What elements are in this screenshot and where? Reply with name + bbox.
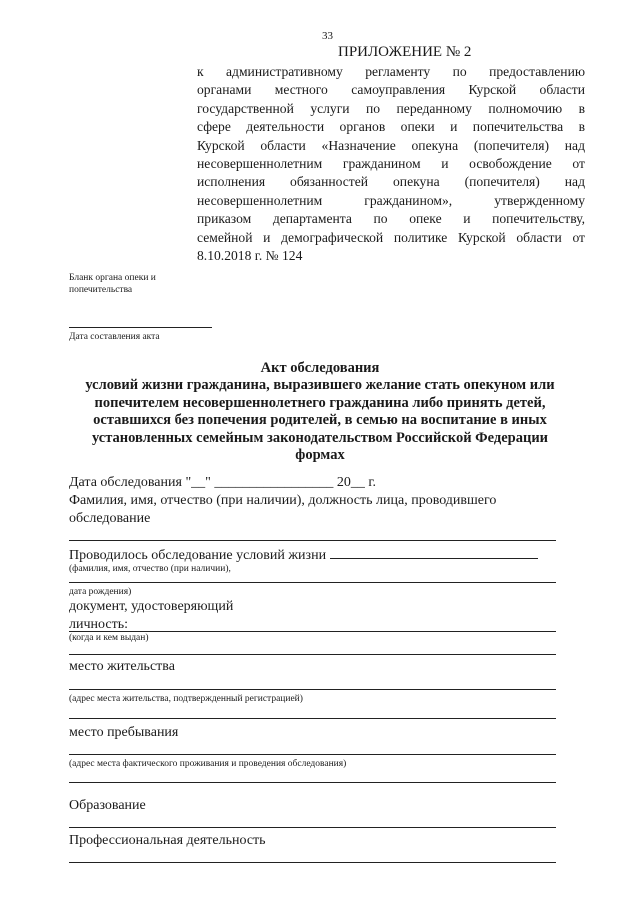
residence-input-line[interactable] — [69, 689, 556, 690]
residence-label: место жительства — [69, 659, 175, 674]
page-number: 33 — [322, 30, 333, 42]
appendix-line: несовершеннолетним гражданином», утвержденному — [197, 192, 585, 208]
stay-label: место пребывания — [69, 725, 179, 740]
date-compiled-label: Дата составления акта — [69, 332, 160, 342]
birth-caption: дата рождения) — [69, 587, 132, 597]
conducted-label-text: Проводилось обследование условий жизни — [69, 548, 327, 563]
residence-caption: (адрес места жительства, подтвержденный регистрацией) — [69, 694, 303, 704]
id-document-input-line[interactable] — [69, 631, 556, 632]
id-document-label: документ, удостоверяющий — [69, 599, 234, 614]
act-subtitle-line: условий жизни гражданина, выразившего желание стать опекуном или — [85, 377, 555, 393]
conducted-label — [69, 546, 538, 564]
act-subtitle-line: оставшихся без попечения родителей, в семью на воспитание в иных — [93, 412, 547, 428]
blank-label-line: Бланк органа опеки и — [69, 273, 156, 283]
act-title: Акт обследования — [260, 360, 380, 376]
id-document-caption: (когда и кем выдан) — [69, 633, 149, 643]
conducted-input-line[interactable] — [330, 546, 538, 559]
act-subtitle-line: попечителем несовершеннолетнего гражданина либо принять детей, — [94, 394, 546, 411]
act-subtitle-line: формах — [295, 447, 345, 463]
stay-input-line[interactable] — [69, 754, 556, 755]
appendix-text — [197, 63, 585, 265]
profession-input-line[interactable] — [69, 862, 556, 863]
stay-input-line-2[interactable] — [69, 782, 556, 783]
residence-input-line-2[interactable] — [69, 718, 556, 719]
appendix-line: сфере деятельности органов опеки и попечительства в — [197, 119, 585, 135]
appendix-line: исполнения обязанностей опекуна (попечителя) над — [197, 174, 585, 190]
act-subtitle — [60, 377, 580, 465]
appendix-line: приказом департамента по опеке и попечительству, — [197, 211, 585, 227]
guardianship-blank-label — [69, 272, 156, 296]
conducted-caption: (фамилия, имя, отчество (при наличии), — [69, 564, 231, 574]
id-document-input-line-2[interactable] — [69, 654, 556, 655]
stay-caption: (адрес места фактического проживания и проведения обследования) — [69, 759, 347, 769]
inspector-input-line[interactable] — [69, 540, 556, 541]
id-document-label-cont: личность: — [69, 617, 128, 632]
appendix-line: несовершеннолетним гражданином и освобождение от — [197, 156, 585, 172]
survey-date-field[interactable]: Дата обследования "__" _________________ 20__ г. — [69, 475, 377, 490]
appendix-line: государственной услуги по переданному полномочию в — [197, 100, 585, 116]
appendix-line: семейной и демографической политике Курской области от — [197, 229, 585, 245]
date-compiled-line[interactable] — [69, 327, 212, 328]
appendix-line: к административному регламенту по предоставлению — [197, 64, 585, 79]
inspector-label-cont: обследование — [69, 511, 151, 526]
education-label: Образование — [69, 798, 146, 813]
appendix-line: органами местного самоуправления Курской области — [197, 82, 585, 98]
appendix-line: Курской области «Назначение опекуна (попечителя) над — [197, 137, 585, 153]
education-input-line[interactable] — [69, 827, 556, 828]
appendix-line: 8.10.2018 г. № 124 — [197, 248, 303, 264]
act-subtitle-line: установленных семейным законодательством Российской Федерации — [91, 429, 549, 446]
profession-label: Профессиональная деятельность — [69, 833, 266, 848]
person-input-line[interactable] — [69, 582, 556, 583]
inspector-label: Фамилия, имя, отчество (при наличии), должность лица, проводившего — [69, 493, 497, 508]
appendix-title: ПРИЛОЖЕНИЕ № 2 — [338, 44, 472, 60]
blank-label-line: попечительства — [69, 285, 133, 295]
